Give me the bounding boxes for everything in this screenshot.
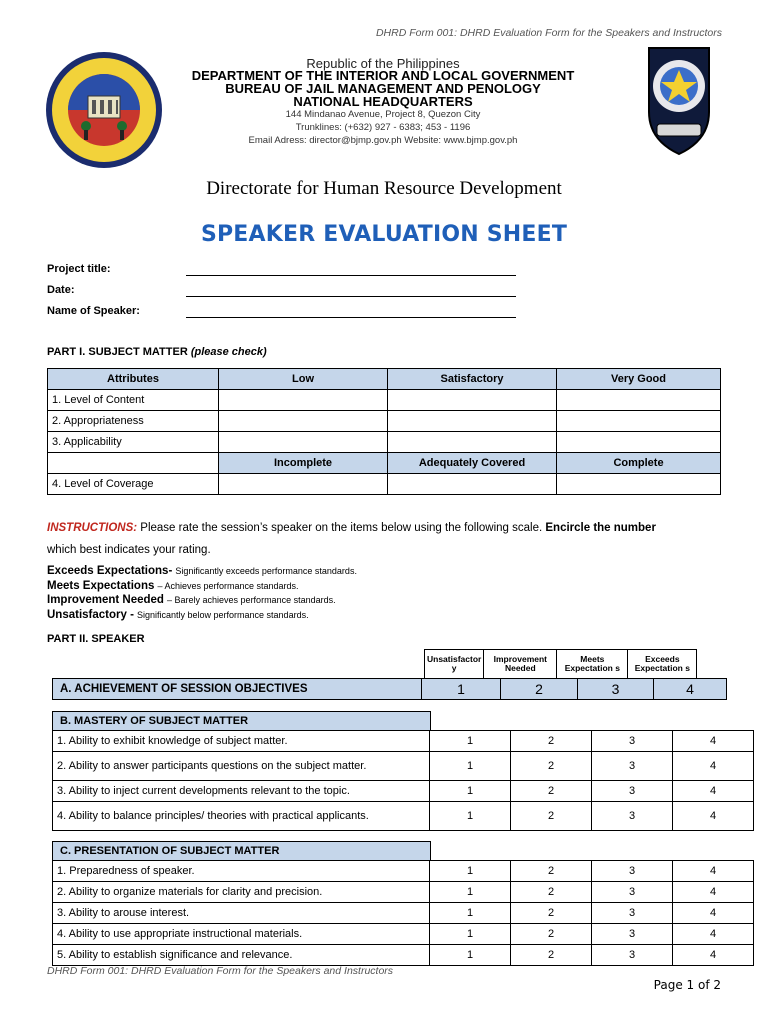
project-title-line[interactable]: [186, 275, 516, 276]
header-trunklines: Trunklines: (+632) 927 - 6383; 453 - 1196: [295, 122, 471, 133]
header-satisfactory: Satisfactory: [388, 369, 557, 390]
check-cell[interactable]: [219, 411, 388, 432]
header-low: Low: [219, 369, 388, 390]
speaker-name-line[interactable]: [186, 317, 516, 318]
directorate-title: Directorate for Human Resource Development: [206, 178, 562, 199]
speaker-name-label: Name of Speaker:: [47, 305, 140, 317]
rating-3[interactable]: 3: [592, 924, 673, 945]
header-address: 144 Mindanao Avenue, Project 8, Quezon City: [285, 109, 481, 120]
table-row: [53, 861, 754, 882]
item-label: 2. Ability to organize materials for clarity and precision.: [53, 882, 430, 903]
date-label: Date:: [47, 284, 75, 296]
table-row: [48, 432, 721, 453]
rating-4[interactable]: 4: [673, 861, 754, 882]
rating-1[interactable]: 1: [430, 924, 511, 945]
check-cell[interactable]: [557, 411, 721, 432]
rating-1[interactable]: 1: [422, 679, 501, 700]
rating-2[interactable]: 2: [511, 882, 592, 903]
rating-1[interactable]: 1: [430, 752, 511, 781]
bjmp-seal-logo: [44, 50, 164, 170]
part2-title: PART II. SPEAKER: [47, 633, 145, 645]
table-row: [48, 411, 721, 432]
check-cell[interactable]: [219, 474, 388, 495]
header-incomplete: Incomplete: [219, 453, 388, 474]
item-label: 1. Preparedness of speaker.: [53, 861, 430, 882]
national-headquarters-badge-logo: [643, 44, 715, 156]
header-exceeds-expectations: Exceeds Expectation s: [628, 650, 697, 679]
rating-4[interactable]: 4: [673, 924, 754, 945]
section-a-table: [52, 678, 727, 700]
header-bureau: BUREAU OF JAIL MANAGEMENT AND PENOLOGY: [225, 81, 541, 96]
rating-4[interactable]: 4: [654, 679, 727, 700]
table-row: [53, 752, 754, 781]
section-c-title: C. PRESENTATION OF SUBJECT MATTER: [52, 841, 431, 861]
form-reference: DHRD Form 001: DHRD Evaluation Form for the Speakers and Instructors: [375, 27, 722, 39]
check-cell[interactable]: [388, 474, 557, 495]
item-label: 3. Ability to arouse interest.: [53, 903, 430, 924]
table-row: [53, 731, 754, 752]
header-republic: Republic of the Philippines: [306, 56, 460, 71]
header-very-good: Very Good: [557, 369, 721, 390]
table-row: [53, 903, 754, 924]
project-title-label: Project title:: [47, 263, 111, 275]
rating-header-table: [424, 649, 697, 679]
rating-4[interactable]: 4: [673, 752, 754, 781]
blank-cell: [48, 453, 219, 474]
rating-2[interactable]: 2: [511, 731, 592, 752]
header-email: Email Adress: director@bjmp.gov.ph Website: www.bjmp.gov.ph: [248, 135, 518, 146]
rating-2[interactable]: 2: [501, 679, 578, 700]
part1-table: [47, 368, 721, 495]
rating-3[interactable]: 3: [592, 882, 673, 903]
section-b-title: B. MASTERY OF SUBJECT MATTER: [52, 711, 431, 731]
rating-2[interactable]: 2: [511, 903, 592, 924]
rating-3[interactable]: 3: [592, 802, 673, 831]
rating-1[interactable]: 1: [430, 903, 511, 924]
rating-3[interactable]: 3: [592, 752, 673, 781]
check-cell[interactable]: [557, 390, 721, 411]
header-improvement-needed: Improvement Needed: [484, 650, 557, 679]
rating-4[interactable]: 4: [673, 882, 754, 903]
table-row: [48, 390, 721, 411]
rating-4[interactable]: 4: [673, 802, 754, 831]
check-cell[interactable]: [388, 390, 557, 411]
section-b-table: [52, 730, 754, 831]
page-title: SPEAKER EVALUATION SHEET: [200, 222, 568, 247]
item-label: 1. Ability to exhibit knowledge of subject matter.: [53, 731, 430, 752]
section-c-table: [52, 860, 754, 966]
header-department: DEPARTMENT OF THE INTERIOR AND LOCAL GOVERNMENT: [191, 68, 575, 83]
check-cell[interactable]: [557, 432, 721, 453]
rating-3[interactable]: 3: [592, 945, 673, 966]
attribute-label: 2. Appropriateness: [48, 411, 219, 432]
rating-1[interactable]: 1: [430, 802, 511, 831]
header-national-hq: NATIONAL HEADQUARTERS: [293, 94, 473, 109]
check-cell[interactable]: [557, 474, 721, 495]
rating-2[interactable]: 2: [511, 861, 592, 882]
rating-1[interactable]: 1: [430, 781, 511, 802]
rating-2[interactable]: 2: [511, 924, 592, 945]
rating-2[interactable]: 2: [511, 945, 592, 966]
rating-4[interactable]: 4: [673, 903, 754, 924]
rating-4[interactable]: 4: [673, 945, 754, 966]
instructions: INSTRUCTIONS: Please rate the session’s speaker on the items below using the following scale. Encircle the number which best indicates your rating.: [47, 522, 656, 556]
attribute-label: 4. Level of Coverage: [48, 474, 219, 495]
header-complete: Complete: [557, 453, 721, 474]
check-cell[interactable]: [388, 411, 557, 432]
rating-1[interactable]: 1: [430, 861, 511, 882]
rating-3[interactable]: 3: [592, 731, 673, 752]
check-cell[interactable]: [388, 432, 557, 453]
rating-2[interactable]: 2: [511, 781, 592, 802]
header-unsatisfactory: Unsatisfactor y: [425, 650, 484, 679]
rating-4[interactable]: 4: [673, 731, 754, 752]
rating-1[interactable]: 1: [430, 731, 511, 752]
table-row: [53, 802, 754, 831]
rating-3[interactable]: 3: [592, 781, 673, 802]
rating-3[interactable]: 3: [578, 679, 654, 700]
check-cell[interactable]: [219, 390, 388, 411]
rating-3[interactable]: 3: [592, 861, 673, 882]
item-label: 3. Ability to inject current developments relevant to the topic.: [53, 781, 430, 802]
header-attributes: Attributes: [48, 369, 219, 390]
item-label: 2. Ability to answer participants questions on the subject matter.: [53, 752, 430, 781]
attribute-label: 1. Level of Content: [48, 390, 219, 411]
check-cell[interactable]: [219, 432, 388, 453]
section-a-title: A. ACHIEVEMENT OF SESSION OBJECTIVES: [53, 679, 422, 700]
part1-title: PART I. SUBJECT MATTER (please check): [47, 346, 267, 358]
table-row: [53, 924, 754, 945]
rating-1[interactable]: 1: [430, 882, 511, 903]
header-adequately-covered: Adequately Covered: [388, 453, 557, 474]
rating-1[interactable]: 1: [430, 945, 511, 966]
table-row: [53, 781, 754, 802]
page-number: Page 1 of 2: [653, 978, 721, 992]
item-label: 5. Ability to establish significance and relevance.: [53, 945, 430, 966]
rating-scale: Exceeds Expectations- Significantly exceeds performance standards. Meets Expectations – Achieves performance standards. Improvement Needed – Barely achieves performance standards. Unsatisfactory - Significantly below performance standards.: [47, 565, 357, 621]
item-label: 4. Ability to balance principles/ theories with practical applicants.: [53, 802, 430, 831]
table-row: [48, 474, 721, 495]
rating-2[interactable]: 2: [511, 802, 592, 831]
footer-form-reference: DHRD Form 001: DHRD Evaluation Form for the Speakers and Instructors: [47, 965, 394, 977]
item-label: 4. Ability to use appropriate instructional materials.: [53, 924, 430, 945]
rating-2[interactable]: 2: [511, 752, 592, 781]
table-row: [53, 882, 754, 903]
header-meets-expectations: Meets Expectation s: [557, 650, 628, 679]
rating-3[interactable]: 3: [592, 903, 673, 924]
date-line[interactable]: [186, 296, 516, 297]
table-row: [53, 945, 754, 966]
rating-4[interactable]: 4: [673, 781, 754, 802]
attribute-label: 3. Applicability: [48, 432, 219, 453]
